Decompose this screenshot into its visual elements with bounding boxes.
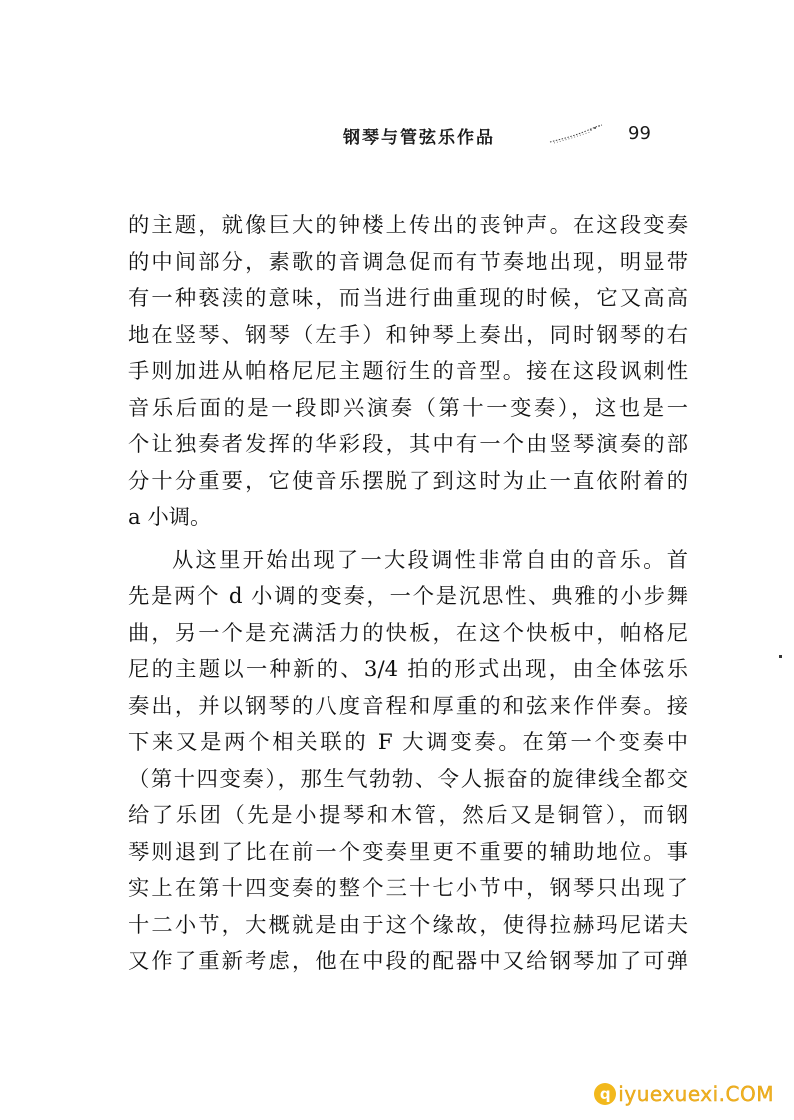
watermark-logo-icon: q xyxy=(594,1083,616,1105)
body-text xyxy=(128,208,688,981)
watermark-text: iyuexuexi.COM xyxy=(618,1082,774,1106)
text-line: 分十分重要，它使音乐摆脱了到这时为止一直依附着的 xyxy=(128,468,688,494)
scan-speck xyxy=(779,655,782,658)
text-line: 从这里开始出现了一大段调性非常自由的音乐。首 xyxy=(172,547,688,573)
text-line: 个让独奏者发挥的华彩段，其中有一个由竖琴演奏的部 xyxy=(128,432,688,457)
site-watermark xyxy=(594,1080,774,1108)
running-header xyxy=(0,120,794,150)
paragraph-2 xyxy=(128,543,688,981)
text-line: 奏出，并以钢琴的八度音程和厚重的和弦来作伴奏。接 xyxy=(128,693,688,719)
running-header-title: 钢琴与管弦乐作品 xyxy=(343,128,495,148)
text-line: 给了乐团（先是小提琴和木管，然后又是铜管），而钢 xyxy=(128,803,688,828)
text-line: （第十四变奏），那生气勃勃、令人振奋的旋律线全都交 xyxy=(128,766,688,792)
text-line: 有一种亵渎的意味，而当进行曲重现的时候，它又高高 xyxy=(128,286,688,311)
text-line: 下来又是两个相关联的 F 大调变奏。在第一个变奏中 xyxy=(128,730,688,755)
text-line: 十二小节，大概就是由于这个缘故，使得拉赫玛尼诺夫 xyxy=(128,912,688,938)
text-line: 地在竖琴、钢琴（左手）和钟琴上奏出，同时钢琴的右 xyxy=(128,322,688,348)
text-line: 琴则退到了比在前一个变奏里更不重要的辅助地位。事 xyxy=(128,839,688,865)
text-line: 实上在第十四变奏的整个三十七小节中，钢琴只出现了 xyxy=(128,876,688,901)
text-line: 手则加进从帕格尼尼主题衍生的音型。接在这段讽刺性 xyxy=(128,359,688,384)
text-line: a 小调。 xyxy=(128,505,212,530)
paragraph-1 xyxy=(128,208,688,537)
text-line: 先是两个 d 小调的变奏，一个是沉思性、典雅的小步舞 xyxy=(128,584,688,609)
page-number: 99 xyxy=(628,123,651,144)
header-ornament-icon xyxy=(548,122,604,146)
text-line: 音乐后面的是一段即兴演奏（第十一变奏），这也是一 xyxy=(128,395,688,421)
text-line: 尼的主题以一种新的、3/4 拍的形式出现，由全体弦乐 xyxy=(128,657,688,682)
text-line: 的主题，就像巨大的钟楼上传出的丧钟声。在这段变奏 xyxy=(128,213,688,238)
text-line: 又作了重新考虑，他在中段的配器中又给钢琴加了可弹 xyxy=(128,949,688,974)
text-line: 的中间部分，素歌的音调急促而有节奏地出现，明显带 xyxy=(128,249,688,275)
text-line: 曲，另一个是充满活力的快板，在这个快板中，帕格尼 xyxy=(128,620,688,646)
